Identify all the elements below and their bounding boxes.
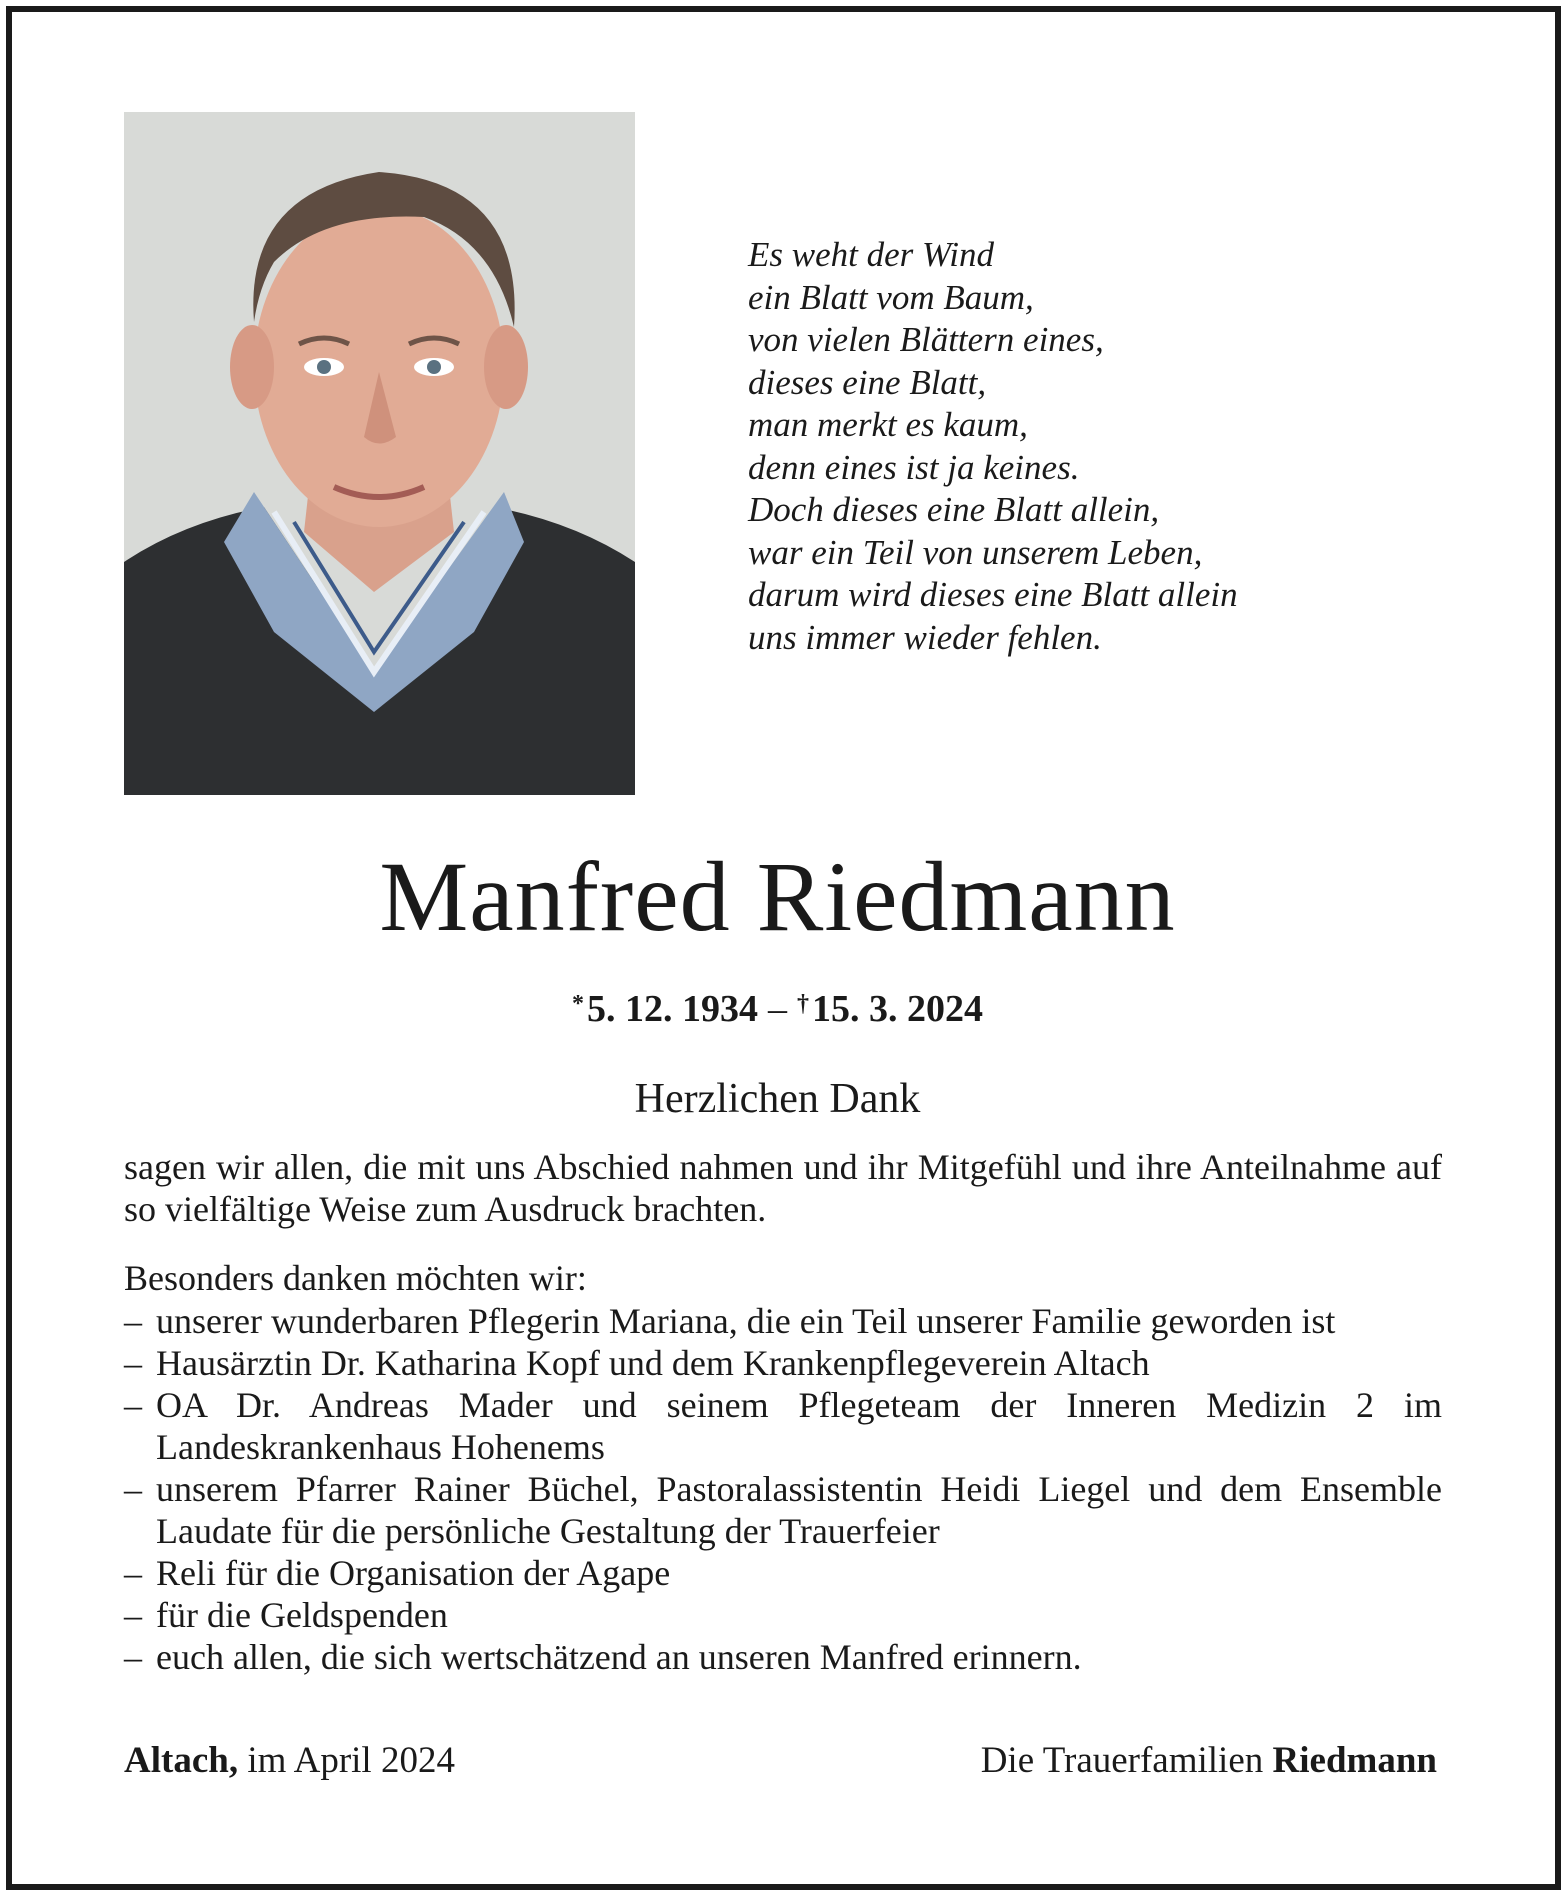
list-item-text: Hausärztin Dr. Katharina Kopf und dem Krankenpflegeverein Altach: [156, 1343, 1150, 1383]
besonders-heading: Besonders danken möchten wir:: [124, 1258, 587, 1298]
poem: [748, 234, 1388, 659]
poem-line: denn eines ist ja keines.: [748, 447, 1080, 487]
portrait-photo: [124, 112, 635, 795]
list-item: [124, 1552, 1442, 1594]
poem-line: uns immer wieder fehlen.: [748, 617, 1102, 657]
poem-line: darum wird dieses eine Blatt allein: [748, 575, 1238, 614]
footer-place: Altach,: [124, 1740, 239, 1781]
list-item-text: OA Dr. Andreas Mader und seinem Pflegeteam der Inneren Medizin 2 im Landeskrankenhaus Hohenems: [156, 1385, 1442, 1467]
portrait-illustration: [124, 112, 635, 795]
list-item: [124, 1636, 1442, 1678]
list-item: [124, 1342, 1442, 1384]
poem-line: Doch dieses eine Blatt allein,: [748, 490, 1160, 529]
list-item-text: euch allen, die sich wertschätzend an unseren Manfred erinnern.: [156, 1637, 1082, 1677]
list-item-text: für die Geldspenden: [156, 1595, 448, 1635]
list-bullet: –: [124, 1385, 142, 1425]
list-item: [124, 1384, 1442, 1468]
list-bullet: –: [124, 1301, 142, 1341]
footer-signature: [981, 1738, 1437, 1784]
list-item-text: Reli für die Organisation der Agape: [156, 1553, 671, 1593]
deceased-name: Manfred Riedmann: [379, 841, 1176, 952]
footer-date: im April 2024: [247, 1740, 455, 1781]
list-bullet: –: [124, 1637, 142, 1677]
birth-date: 5. 12. 1934: [587, 988, 758, 1030]
list-item: [124, 1300, 1442, 1342]
thanks-list: [124, 1300, 1442, 1678]
list-item: [124, 1594, 1442, 1636]
footer-place-date: [124, 1738, 455, 1784]
list-bullet: –: [124, 1595, 142, 1635]
poem-line: Es weht der Wind: [748, 235, 994, 274]
list-bullet: –: [124, 1553, 142, 1593]
date-separator: –: [768, 988, 787, 1030]
thanks-heading: Herzlichen Dank: [634, 1076, 921, 1122]
death-symbol: †: [797, 991, 809, 1017]
list-item-text: unserem Pfarrer Rainer Büchel, Pastoralassistentin Heidi Liegel und dem Ensemble Laudate für die persönliche Gestaltung der Trauerfeier: [156, 1469, 1442, 1551]
death-date: 15. 3. 2024: [812, 988, 983, 1030]
poem-line: dieses eine Blatt,: [748, 362, 987, 402]
list-item: [124, 1468, 1442, 1552]
list-bullet: –: [124, 1469, 142, 1509]
poem-line: von vielen Blättern eines,: [748, 320, 1104, 359]
life-dates: [0, 980, 1555, 1033]
footer-family-prefix: Die Trauerfamilien: [980, 1740, 1264, 1781]
poem-line: ein Blatt vom Baum,: [748, 277, 1034, 317]
birth-symbol: *: [572, 991, 584, 1017]
list-item-text: unserer wunderbaren Pflegerin Mariana, die ein Teil unserer Familie geworden ist: [156, 1301, 1336, 1341]
footer-family-name: Riedmann: [1272, 1740, 1437, 1781]
list-bullet: –: [124, 1343, 142, 1383]
poem-line: war ein Teil von unserem Leben,: [748, 532, 1203, 572]
poem-line: man merkt es kaum,: [748, 405, 1028, 444]
intro-paragraph: sagen wir allen, die mit uns Abschied nahmen und ihr Mitgefühl und ihre Anteilnahme auf so vielfältige Weise zum Ausdruck brachten.: [124, 1147, 1442, 1229]
